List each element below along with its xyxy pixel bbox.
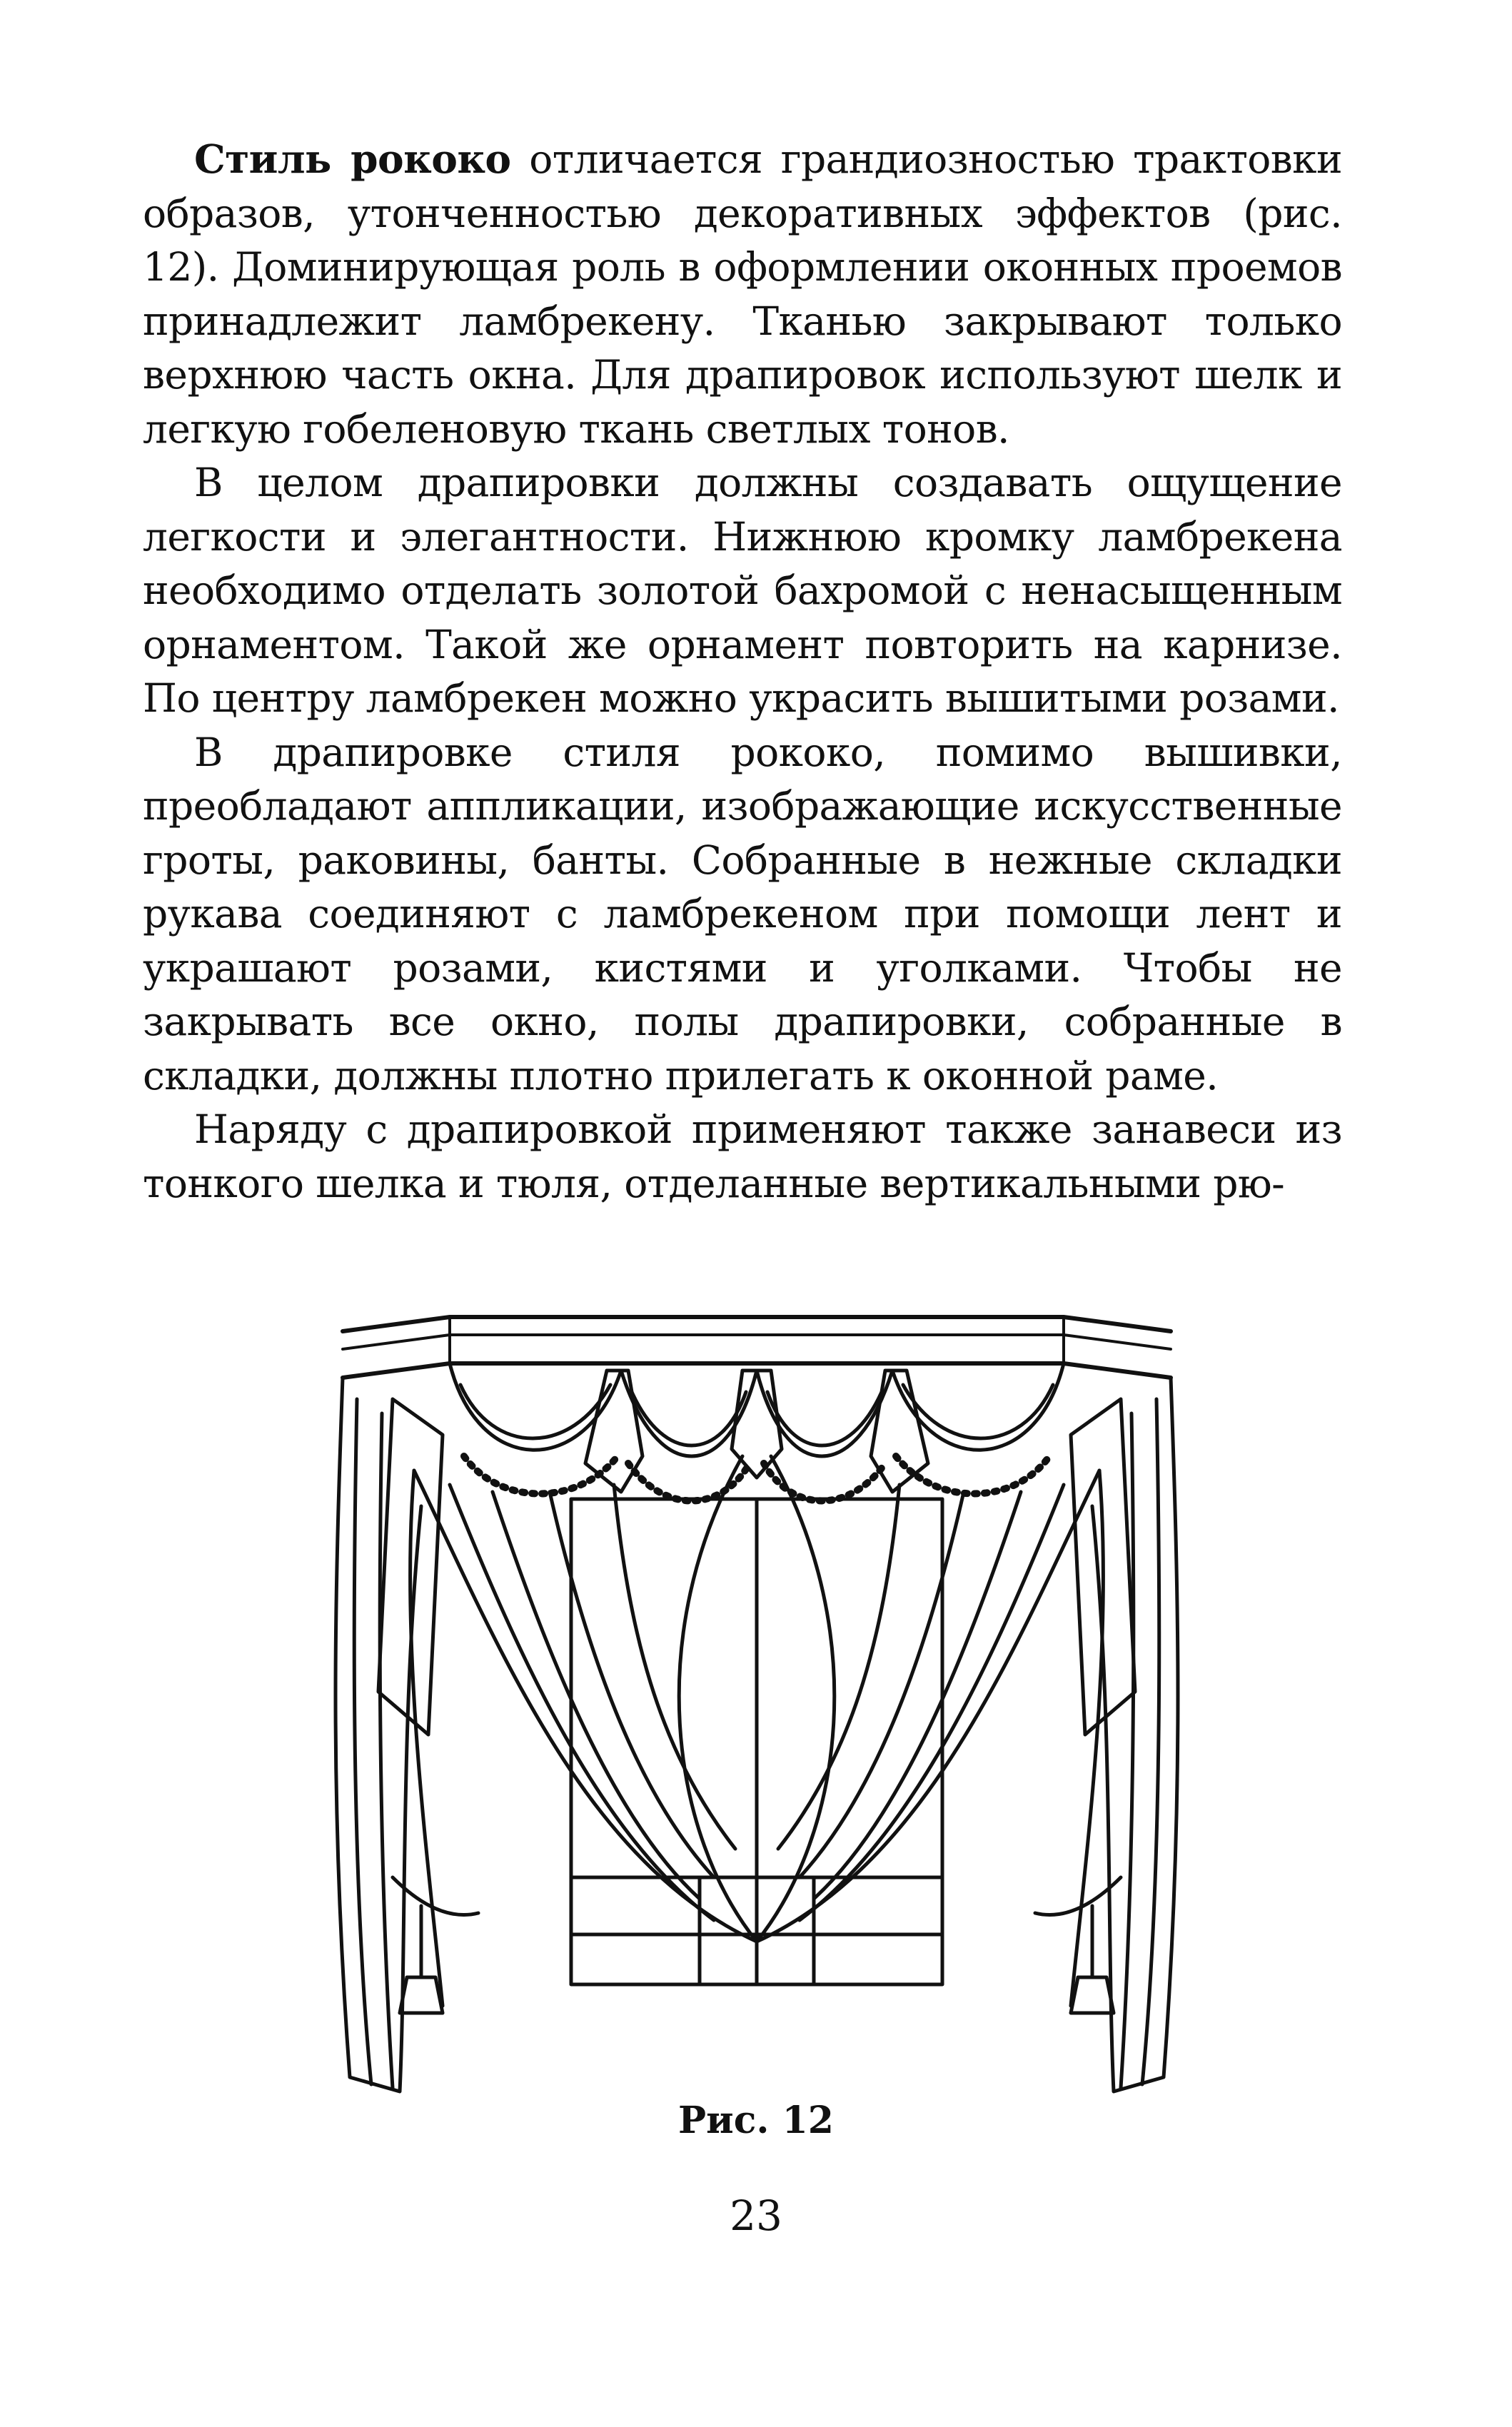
paragraph-2-text: В целом драпировки должны создавать ощущение легкости и элегантности. Нижнюю кромку ламбрекена необходимо отделать золотой бахромой с ненасыщенным орнаментом. Такой же орнамент повторить на карнизе. По центру ламбрекен можно украсить вышитыми розами. — [143, 460, 1342, 721]
valance-swags — [450, 1363, 1064, 1501]
paragraph-1-text: отличается грандиозностью трактовки образов, утонченностью декоративных эффектов (рис. 12). Доминирующая роль в оформлении оконных проемов принадлежит ламбрекену. Тканью закрывают только верхнюю часть окна. Для драпировок используют шелк и легкую гобеленовую ткань светлых тонов. — [143, 136, 1343, 452]
paragraph-3 — [143, 726, 1342, 1104]
cornice — [343, 1317, 1171, 1378]
curtain-drapery-illustration — [314, 1292, 1199, 2113]
page-number: 23 — [730, 2191, 782, 2240]
paragraph-4-text: Наряду с драпировкой применяют также занавеси из тонкого шелка и тюля, отделанные вертикальными рю- — [143, 1106, 1342, 1206]
figure-caption: Рис. 12 — [678, 2099, 834, 2142]
paragraph-1-bold-lead: Стиль рококо — [194, 136, 511, 182]
body-text — [143, 132, 1342, 1211]
paragraph-2 — [143, 456, 1342, 726]
figure-12 — [314, 1292, 1199, 2113]
paragraph-4 — [143, 1103, 1342, 1211]
paragraph-1 — [143, 132, 1342, 456]
paragraph-3-text: В драпировке стиля рококо, помимо вышивки, преобладают аппликации, изображающие искусственные гроты, раковины, банты. Собранные в нежные складки рукава соединяют с ламбрекеном при помощи лент и украшают розами, кистями и уголками. Чтобы не закрывать все окно, полы драпировки, собранные в складки, должны плотно прилегать к оконной раме. — [143, 729, 1342, 1099]
